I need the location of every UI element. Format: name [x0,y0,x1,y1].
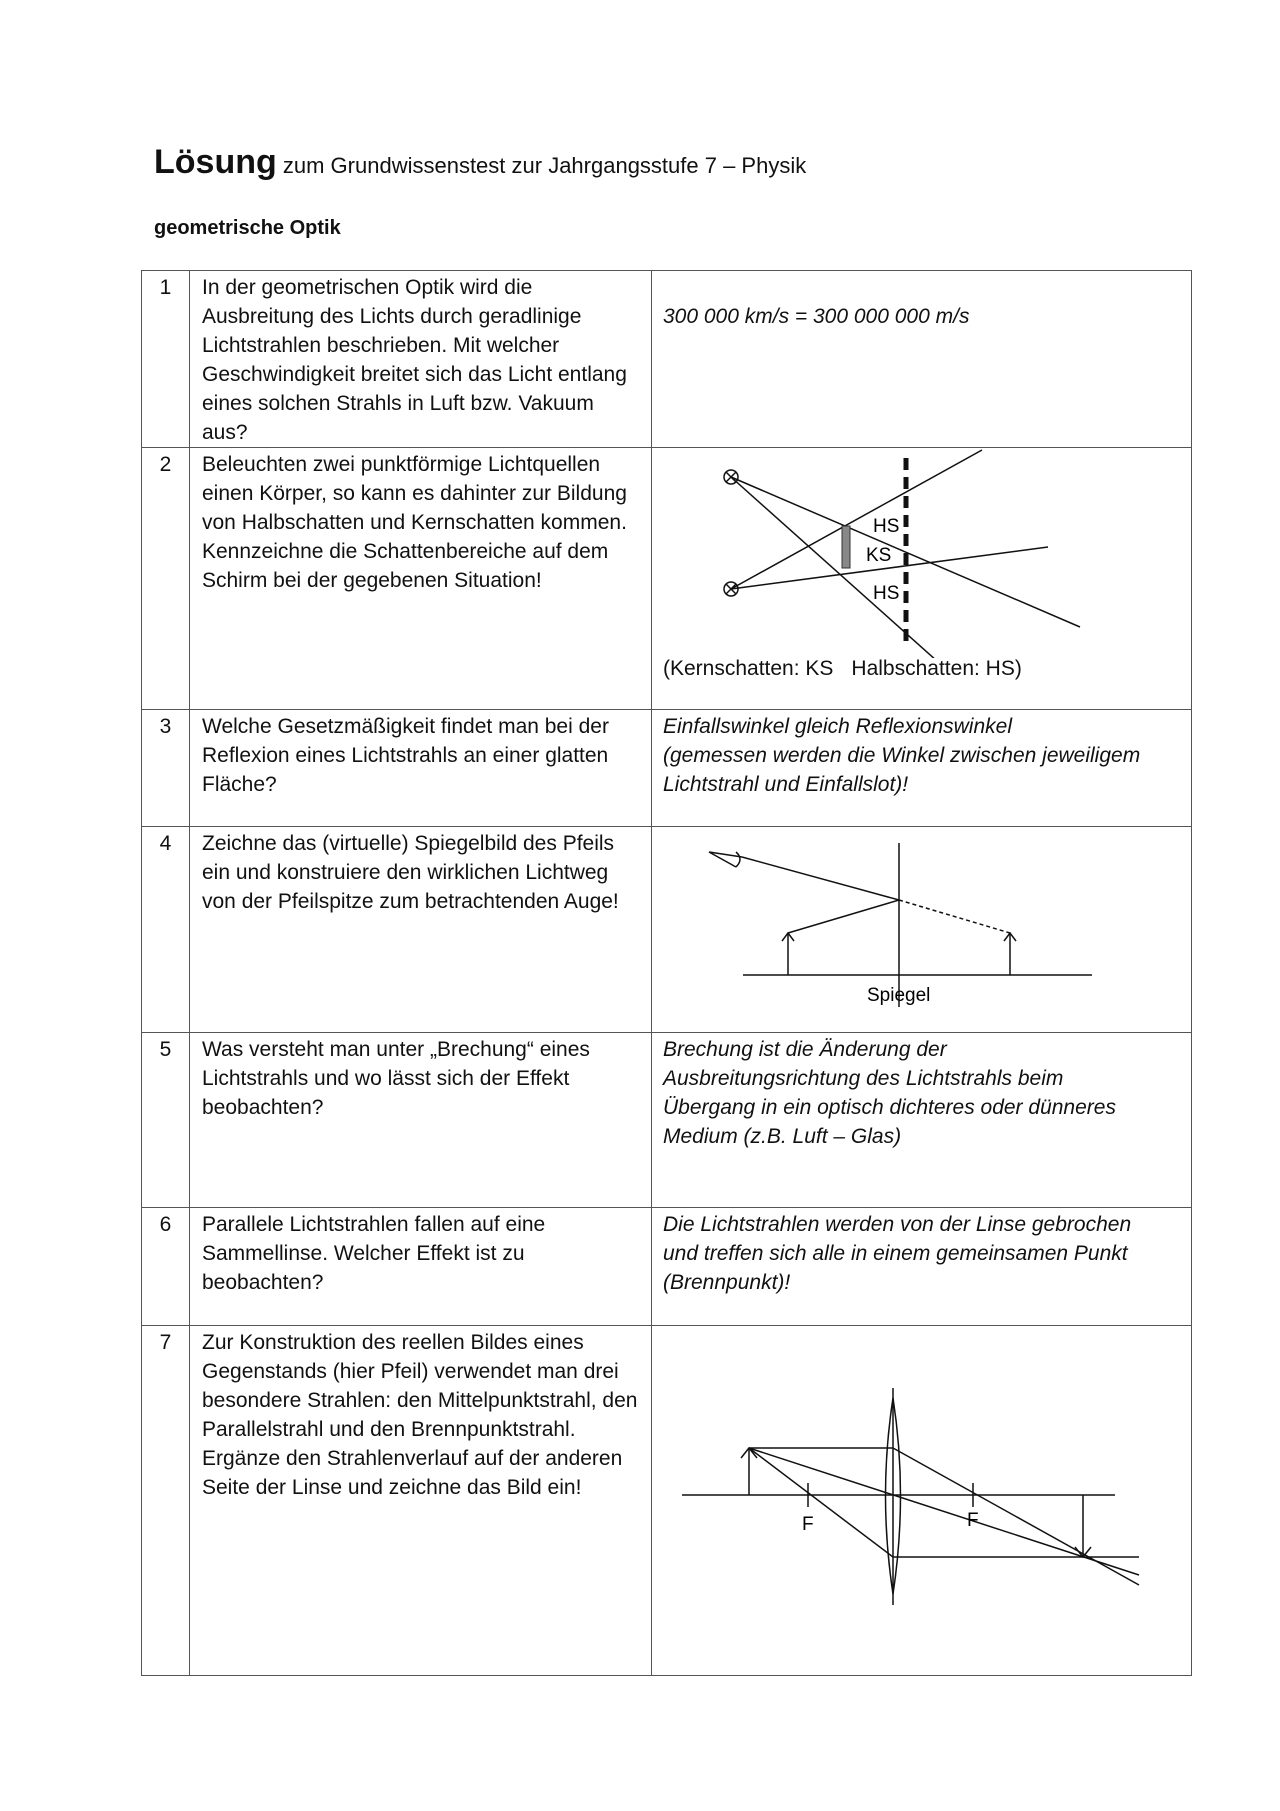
answer-cell [652,1033,1192,1208]
table-row [142,448,1192,710]
label-ks: KS [866,545,892,566]
answer-line: Ausbreitungsrichtung des Lichtstrahls beim [663,1067,1064,1090]
label-hs-top: HS [873,516,900,537]
object-arrow [741,1448,757,1495]
page-title [154,143,806,182]
answer-cell [652,1326,1192,1676]
row-number: 5 [142,1033,190,1208]
table-row [142,1033,1192,1208]
virtual-ray [899,900,1010,933]
question-cell: Beleuchten zwei punktförmige Lichtquellen einen Körper, so kann es dahinter zur Bildung von Halbschatten und Kernschatten kommen. Kennzeichne die Schattenbereiche auf dem Schirm bei der gegebenen Situation! [190,448,652,710]
question-cell: Welche Gesetzmäßigkeit findet man bei der Reflexion eines Lichtstrahls an einer glatten Fläche? [190,710,652,827]
center-ray [749,1448,1139,1575]
answer-cell [652,1208,1192,1326]
row-number: 2 [142,448,190,710]
title-rest: zum Grundwissenstest zur Jahrgangsstufe 7 – Physik [276,153,807,178]
row-number: 3 [142,710,190,827]
caption-hs: Halbschatten: HS) [851,657,1022,680]
table-row [142,827,1192,1033]
object-arrow [782,933,794,975]
diagram-caption [663,654,1022,683]
table-row [142,1208,1192,1326]
eye-icon [709,852,742,867]
answer-text: 300 000 km/s = 300 000 000 m/s [663,305,970,328]
answer-line: Medium (z.B. Luft – Glas) [663,1125,902,1148]
mirror-diagram [652,827,1092,1027]
question-cell: In der geometrischen Optik wird die Ausbreitung des Lichts durch geradlinige Lichtstrahlen beschrieben. Mit welcher Geschwindigkeit breitet sich das Licht entlang eines solchen Strahls in Luft bzw. Vakuum aus? [190,271,652,448]
answer-line: Brechung ist die Änderung der [663,1038,947,1061]
label-focus-left: F [802,1514,814,1535]
title-bold: Lösung [154,143,277,181]
table-row [142,710,1192,827]
label-hs-bottom: HS [873,583,900,604]
image-arrow [1075,1495,1091,1557]
label-focus-right: F [967,1510,979,1531]
answer-line: (Brennpunkt)! [663,1271,791,1294]
caption-ks: (Kernschatten: KS [663,657,834,680]
answer-cell [652,710,1192,827]
question-cell: Zeichne das (virtuelle) Spiegelbild des Pfeils ein und konstruiere den wirklichen Lichtweg von der Pfeilspitze zum betrachtenden Auge! [190,827,652,1033]
obstacle-body [842,526,850,568]
answer-line: (gemessen werden die Winkel zwischen jeweiligem [663,744,1141,767]
parallel-ray [893,1448,1139,1585]
section-heading: geometrische Optik [154,217,341,239]
lens-diagram [652,1326,1162,1626]
qa-table [141,270,1192,1676]
answer-line: Übergang in ein optisch dichteres oder dünneres [663,1096,1116,1119]
question-cell: Zur Konstruktion des reellen Bildes eines Gegenstands (hier Pfeil) verwendet man drei besondere Strahlen: den Mittelpunktstrahl, den Parallelstrahl und den Brennpunktstrahl. Ergänze den Strahlenverlauf auf der anderen Seite der Linse und zeichne das Bild ein! [190,1326,652,1676]
reflected-ray [742,857,899,900]
row-number: 7 [142,1326,190,1676]
table-row [142,271,1192,448]
row-number: 1 [142,271,190,448]
answer-cell [652,448,1192,710]
answer-line: und treffen sich alle in einem gemeinsamen Punkt [663,1242,1128,1265]
table-row [142,1326,1192,1676]
question-cell: Parallele Lichtstrahlen fallen auf eine Sammellinse. Welcher Effekt ist zu beobachten? [190,1208,652,1326]
incident-ray [788,900,899,933]
label-mirror: Spiegel [867,985,931,1006]
answer-line: Einfallswinkel gleich Reflexionswinkel [663,715,1012,738]
row-number: 4 [142,827,190,1033]
question-cell: Was versteht man unter „Brechung“ eines Lichtstrahls und wo lässt sich der Effekt beobachten? [190,1033,652,1208]
answer-line: Die Lichtstrahlen werden von der Linse gebrochen [663,1213,1132,1236]
answer-line: Lichtstrahl und Einfallslot)! [663,773,909,796]
image-arrow [1004,933,1016,975]
row-number: 6 [142,1208,190,1326]
focal-ray [749,1448,893,1557]
shadow-diagram [652,448,1092,658]
answer-cell [652,271,1192,448]
answer-cell [652,827,1192,1033]
